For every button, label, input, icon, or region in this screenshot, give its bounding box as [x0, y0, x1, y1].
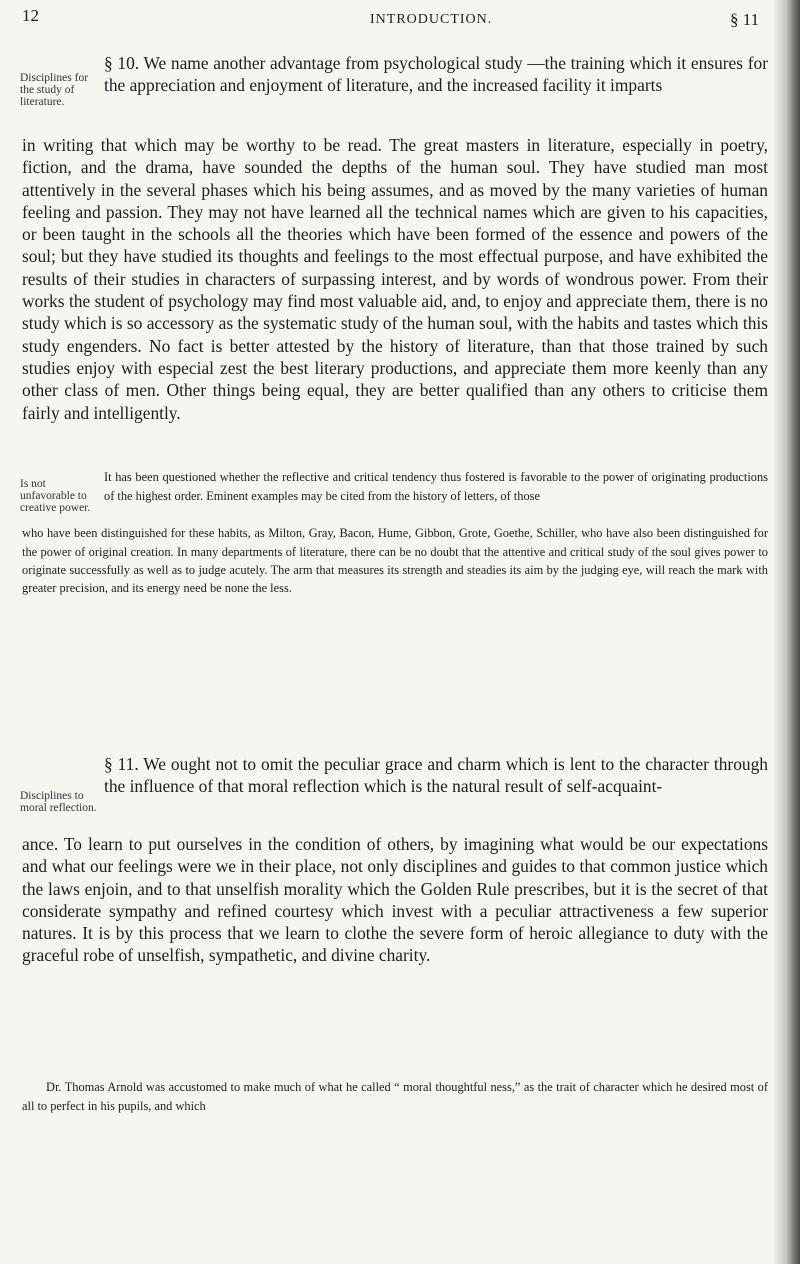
section-10-lead	[104, 52, 768, 97]
note-lead	[104, 456, 768, 517]
note-body-text: who have been distinguished for these habits, as Milton, Gray, Bacon, Hume, Gibbon, Grote, Goethe, Schiller, who have also been distinguished for the power of original creation. In many departments of literature, there can be no doubt that the attentive and critical study of the soul gives power to originate successfully as well as to judge acutely. The arm that measures its strength and steadies its aim by the judging eye, will reach the mark with greater precision, and its energy need be none the less.	[22, 526, 768, 595]
margin-note-literature: Disciplines for the study of literature.	[20, 72, 89, 108]
section-11-body-text: ance. To learn to put ourselves in the condition of others, by imagining what would be our expectations and what our feelings were we in their place, not only disciplines and guides to that common justice which the laws enjoin, and to that unselfish morality which the Golden Rule prescribes, but it is the secret of that considerate sympathy and refined courtesy which invest with a peculiar attractiveness a few superior natures. It is by this process that we learn to clothe the severe form of heroic allegiance to duty with the graceful robe of unselfish, sympathetic, and divine charity.	[22, 834, 768, 966]
page-number: 12	[22, 6, 39, 25]
section-11-body	[22, 833, 768, 967]
final-note	[22, 1066, 768, 1127]
section-10-body	[22, 134, 768, 424]
margin-note-moral-reflection: Disciplines to moral reflection.	[20, 790, 97, 814]
section-10-lead-text: § 10. We name another advantage from psychological study —the training which it ensures for the appreciation and enjoyment of literature, and the increased facility it imparts	[104, 53, 768, 96]
final-note-text: Dr. Thomas Arnold was accustomed to make much of what he called “ moral thoughtful ness,” as the trait of character which he desired most of all to perfect in his pupils, and which	[22, 1080, 768, 1113]
note-body	[22, 512, 768, 610]
note-lead-text: It has been questioned whether the reflective and critical tendency thus fostered is favorable to the power of originating productions of the highest order. Eminent examples may be cited from the history of letters, of those	[104, 470, 768, 503]
section-10-body-text: in writing that which may be worthy to be read. The great masters in literature, especially in poetry, fiction, and the drama, have sounded the depths of the human soul. They have studied man most attentively in the several phases which his being assumes, and as moved by the many varieties of human feeling and passion. They may not have learned all the technical names which are given to his capacities, or been taught in the schools all the theories which have been formed of the essence and powers of the soul; but they have studied its thoughts and feelings to the most effectual purpose, and have exhibited the results of their studies in characters of surpassing interest, and by words of wondrous power. From their works the student of psychology may find most valuable aid, and, to enjoy and appreciate them, there is no study which is so accessory as the systematic study of the human soul, with the habits and tastes which this study engenders. No fact is better attested by the history of literature, than that those trained by such studies enjoy with especial zest the best literary productions, and appreciate them more keenly than any other class of men. Other things being equal, they are better qualified than any others to criticise them fairly and intelligently.	[22, 135, 768, 423]
page-edge-shadow	[774, 0, 800, 1264]
section-reference: § 11	[730, 10, 760, 29]
section-11-lead-text: § 11. We ought not to omit the peculiar grace and charm which is lent to the character through the influence of that moral reflection which is the natural result of self-acquaint-	[104, 754, 768, 797]
section-11-lead	[104, 753, 768, 798]
margin-note-creative-power: Is not unfavorable to creative power.	[20, 478, 91, 514]
running-header: INTRODUCTION.	[370, 12, 493, 27]
